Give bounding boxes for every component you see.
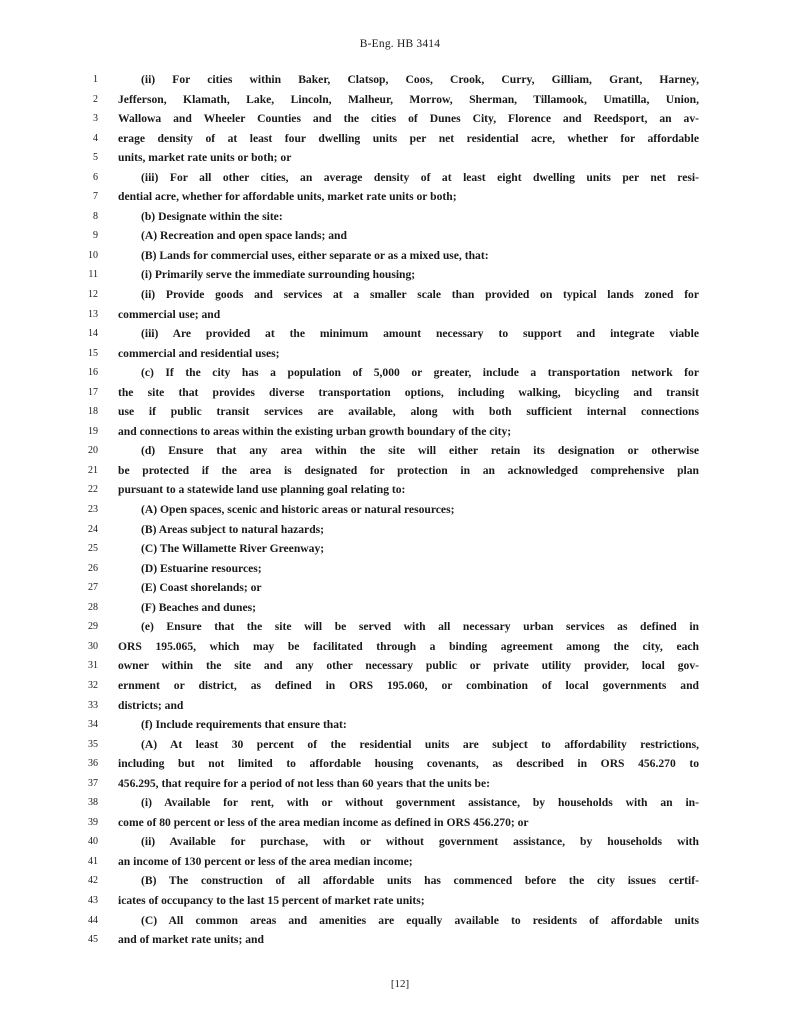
document-line	[0, 852, 800, 872]
line-number: 4	[93, 132, 98, 144]
document-line	[0, 539, 800, 559]
document-line	[0, 305, 800, 325]
line-number: 22	[88, 484, 98, 496]
line-text: ernment or district, as defined in ORS 195.060, or combination of local governments and	[118, 678, 699, 692]
document-line	[0, 285, 800, 305]
line-text: 456.295, that require for a period of not less than 60 years that the units be:	[118, 776, 490, 790]
line-number: 28	[88, 601, 98, 613]
document-line	[0, 930, 800, 950]
line-number: 17	[88, 386, 98, 398]
line-number: 11	[88, 269, 98, 281]
document-line	[0, 324, 800, 344]
line-text: (iii) For all other cities, an average density of at least eight dwelling units per net resi-	[141, 170, 699, 184]
line-text: owner within the site and any other necessary public or private utility provider, local gov-	[118, 659, 699, 673]
line-number: 45	[88, 934, 98, 946]
line-number: 18	[88, 406, 98, 418]
line-text: (A) At least 30 percent of the residential units are subject to affordability restrictions,	[141, 737, 699, 751]
line-number: 24	[88, 523, 98, 535]
line-text: (c) If the city has a population of 5,000 or greater, include a transportation network for	[141, 366, 699, 380]
line-text: erage density of at least four dwelling units per net residential acre, whether for affordable	[118, 131, 699, 145]
line-number: 15	[88, 347, 98, 359]
line-text: (B) Areas subject to natural hazards;	[141, 522, 325, 536]
line-number: 29	[88, 621, 98, 633]
document-line	[0, 696, 800, 716]
document-line	[0, 832, 800, 852]
line-number: 31	[88, 660, 98, 672]
document-line	[0, 187, 800, 207]
page-number: [12]	[390, 978, 410, 990]
line-text: icates of occupancy to the last 15 percent of market rate units;	[118, 893, 425, 907]
document-line	[0, 441, 800, 461]
line-text: (A) Recreation and open space lands; and	[141, 229, 347, 243]
page-header: B-Eng. HB 3414	[359, 38, 441, 50]
document-line	[0, 520, 800, 540]
document-line	[0, 813, 800, 833]
line-number: 3	[93, 113, 98, 125]
line-number: 5	[93, 152, 98, 164]
document-line	[0, 559, 800, 579]
document-line	[0, 246, 800, 266]
line-text: (A) Open spaces, scenic and historic areas or natural resources;	[141, 503, 455, 517]
line-number: 35	[88, 738, 98, 750]
line-number: 7	[93, 191, 98, 203]
document-line	[0, 735, 800, 755]
document-line	[0, 461, 800, 481]
line-text: (i) Available for rent, with or without government assistance, by households with an in-	[141, 796, 699, 810]
document-line	[0, 754, 800, 774]
document-line	[0, 402, 800, 422]
line-number: 33	[88, 699, 98, 711]
document-line	[0, 226, 800, 246]
document-line	[0, 598, 800, 618]
line-text: (B) The construction of all affordable units has commenced before the city issues certif-	[141, 874, 699, 888]
line-number: 37	[88, 777, 98, 789]
line-number: 16	[88, 367, 98, 379]
document-line	[0, 617, 800, 637]
document-line	[0, 70, 800, 90]
document-line	[0, 344, 800, 364]
line-number: 1	[93, 74, 98, 85]
line-text: (f) Include requirements that ensure that:	[141, 718, 347, 732]
document-line	[0, 500, 800, 520]
line-number: 9	[93, 230, 98, 242]
document-line	[0, 109, 800, 129]
line-text: pursuant to a statewide land use planning goal relating to:	[118, 483, 406, 497]
line-text: Wallowa and Wheeler Counties and the cities of Dunes City, Florence and Reedsport, an av-	[118, 112, 699, 126]
line-number: 43	[88, 894, 98, 906]
line-text: commercial and residential uses;	[118, 346, 280, 360]
line-number: 32	[88, 679, 98, 691]
line-number: 42	[88, 875, 98, 887]
line-number: 38	[88, 797, 98, 809]
line-number: 12	[88, 289, 98, 301]
document-line	[0, 637, 800, 657]
line-text: (D) Estuarine resources;	[141, 561, 262, 575]
line-text: commercial use; and	[118, 307, 221, 321]
line-number: 25	[88, 543, 98, 555]
line-text: come of 80 percent or less of the area median income as defined in ORS 456.270; or	[118, 815, 529, 829]
document-line	[0, 656, 800, 676]
line-text: use if public transit services are available, along with both sufficient internal connections	[118, 405, 699, 419]
line-text: (i) Primarily serve the immediate surrounding housing;	[141, 268, 416, 282]
line-number: 8	[93, 210, 98, 222]
line-text: and connections to areas within the existing urban growth boundary of the city;	[118, 424, 512, 438]
line-number: 19	[88, 425, 98, 437]
line-text: (b) Designate within the site:	[141, 209, 283, 223]
document-line	[0, 793, 800, 813]
document-line	[0, 774, 800, 794]
line-text: including but not limited to affordable housing covenants, as described in ORS 456.270 to	[118, 757, 699, 771]
line-number: 21	[88, 464, 98, 476]
document-line	[0, 891, 800, 911]
line-text: (ii) Available for purchase, with or without government assistance, by households with	[141, 835, 699, 849]
document-line	[0, 911, 800, 931]
line-text: be protected if the area is designated for protection in an acknowledged comprehensive plan	[118, 463, 699, 477]
document-line	[0, 207, 800, 227]
line-number: 2	[93, 93, 98, 105]
line-number: 23	[88, 504, 98, 516]
document-line	[0, 363, 800, 383]
document-line	[0, 715, 800, 735]
line-number: 44	[88, 914, 98, 926]
line-text: (B) Lands for commercial uses, either separate or as a mixed use, that:	[141, 248, 489, 262]
line-text: (C) The Willamette River Greenway;	[141, 542, 325, 556]
line-number: 39	[88, 816, 98, 828]
document-line	[0, 578, 800, 598]
document-body	[0, 70, 800, 950]
line-text: (e) Ensure that the site will be served with all necessary urban services as defined in	[141, 620, 699, 634]
document-line	[0, 265, 800, 285]
line-number: 6	[93, 171, 98, 183]
line-text: and of market rate units; and	[118, 933, 264, 947]
line-number: 40	[88, 836, 98, 848]
line-text: (E) Coast shorelands; or	[141, 581, 262, 595]
document-line	[0, 383, 800, 403]
line-text: (F) Beaches and dunes;	[141, 600, 256, 614]
line-text: (iii) Are provided at the minimum amount necessary to support and integrate viable	[141, 327, 699, 341]
line-text: units, market rate units or both; or	[118, 151, 292, 165]
line-text: ORS 195.065, which may be facilitated through a binding agreement among the city, each	[118, 639, 699, 653]
line-number: 30	[88, 640, 98, 652]
document-line	[0, 871, 800, 891]
document-line	[0, 129, 800, 149]
line-text: dential acre, whether for affordable units, market rate units or both;	[118, 190, 457, 204]
line-number: 41	[88, 855, 98, 867]
line-text: an income of 130 percent or less of the area median income;	[118, 854, 413, 868]
line-number: 34	[88, 719, 98, 731]
document-line	[0, 480, 800, 500]
document-line	[0, 168, 800, 188]
line-text: the site that provides diverse transportation options, including walking, bicycling and transit	[118, 385, 699, 399]
line-text: (ii) For cities within Baker, Clatsop, Coos, Crook, Curry, Gilliam, Grant, Harney,	[141, 73, 699, 86]
line-text: (d) Ensure that any area within the site will either retain its designation or otherwise	[141, 444, 699, 458]
document-line	[0, 422, 800, 442]
document-line	[0, 90, 800, 110]
line-number: 27	[88, 582, 98, 594]
line-text: Jefferson, Klamath, Lake, Lincoln, Malheur, Morrow, Sherman, Tillamook, Umatilla, Union,	[118, 92, 699, 106]
line-number: 26	[88, 562, 98, 574]
line-number: 20	[88, 445, 98, 457]
line-number: 14	[88, 328, 98, 340]
line-number: 13	[88, 308, 98, 320]
document-line	[0, 676, 800, 696]
line-text: (ii) Provide goods and services at a smaller scale than provided on typical lands zoned for	[141, 288, 699, 302]
line-text: (C) All common areas and amenities are equally available to residents of affordable units	[141, 913, 699, 927]
line-number: 36	[88, 758, 98, 770]
document-line	[0, 148, 800, 168]
line-text: districts; and	[118, 698, 184, 712]
line-number: 10	[88, 249, 98, 261]
